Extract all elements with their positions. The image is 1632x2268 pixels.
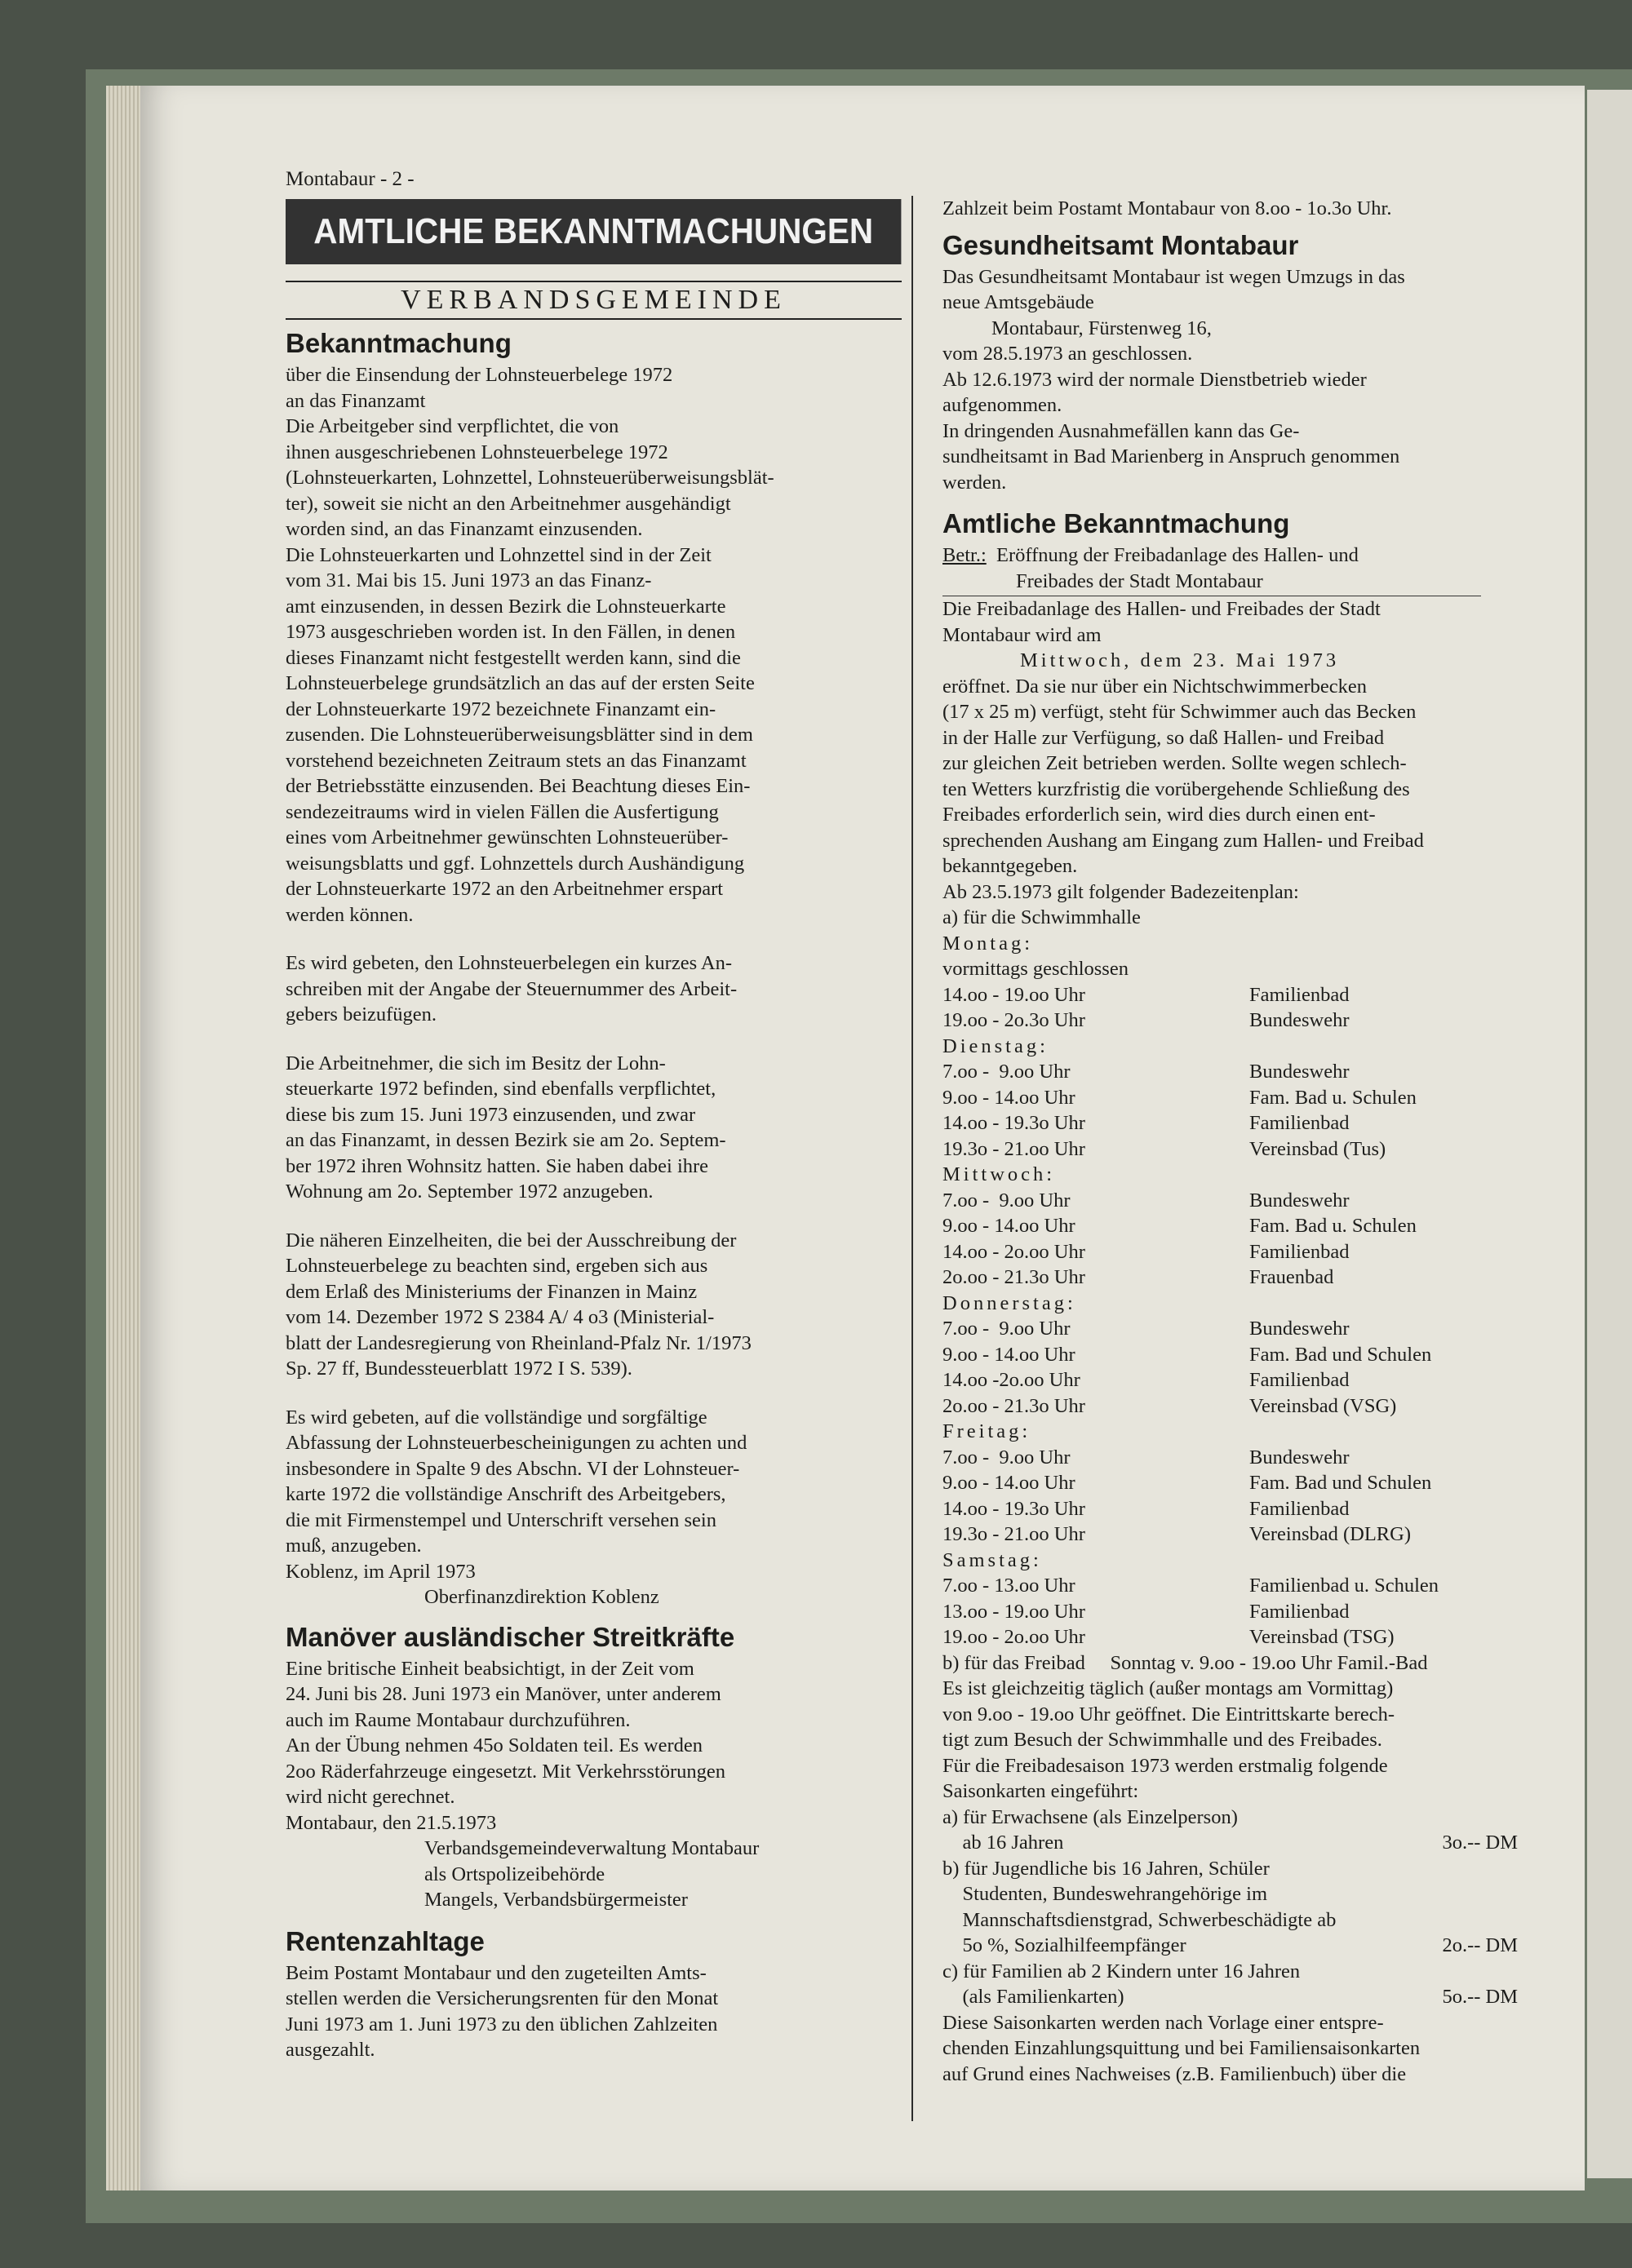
text-line: von 9.oo - 19.oo Uhr geöffnet. Die Eintrittskarte berech- — [942, 1703, 1395, 1725]
ticket-price — [1426, 1907, 1519, 1934]
text-line: eröffnet. Da sie nur über ein Nichtschwimmerbecken — [942, 675, 1367, 698]
table-row — [942, 1367, 1439, 1393]
table-row — [942, 956, 1439, 982]
table-row — [942, 1599, 1439, 1625]
notice-body — [286, 362, 902, 1610]
table-row — [942, 1213, 1439, 1239]
text-line: vom 28.5.1973 an geschlossen. — [942, 343, 1193, 365]
place-date: Montabaur, den 21.5.1973 — [286, 1811, 497, 1834]
text-line: zusenden. Die Lohnsteuerüberweisungsblätter sind in dem — [286, 724, 753, 746]
text-line: sundheitsamt in Bad Marienberg in Anspruch genommen — [942, 445, 1400, 467]
place-date: Koblenz, im April 1973 — [286, 1560, 476, 1583]
ticket-price: 5o.-- DM — [1442, 1986, 1518, 2008]
text-line: auch im Raume Montabaur durchzuführen. — [286, 1708, 631, 1731]
use-cell: Fam. Bad u. Schulen — [1249, 1215, 1417, 1237]
season-ticket-table — [942, 1805, 1518, 2010]
betreff-text: Eröffnung der Freibadanlage des Hallen- und — [996, 544, 1359, 566]
text-line: diese bis zum 15. Juni 1973 einzusenden, und zwar — [286, 1103, 696, 1126]
text-line: Montabaur, Fürstenweg 16, — [991, 317, 1212, 339]
time-cell: 2o.oo - 21.3o Uhr — [942, 1394, 1085, 1417]
time-cell: 7.oo - 9.oo Uhr — [942, 1318, 1071, 1340]
text-line: an das Finanzamt, in dessen Bezirk sie am 2o. Septem- — [286, 1129, 726, 1151]
betreff-line — [942, 543, 1550, 569]
text-line: 2oo Räderfahrzeuge eingesetzt. Mit Verkehrsstörungen — [286, 1760, 726, 1783]
ticket-price — [1426, 1959, 1519, 1985]
notice-title-manoever: Manöver ausländischer Streitkräfte — [286, 1621, 735, 1652]
text-line: Die näheren Einzelheiten, die bei der Ausschreibung der — [286, 1229, 737, 1251]
use-cell: Bundeswehr — [1249, 1061, 1350, 1083]
text-line: weisungsblatts und ggf. Lohnzettels durch Aushändigung — [286, 852, 745, 875]
section-title: VERBANDSGEMEINDE — [401, 285, 787, 315]
notice-body — [286, 1656, 902, 1913]
ticket-price — [1426, 1881, 1519, 1907]
table-row — [942, 1984, 1518, 2010]
text-line: In dringenden Ausnahmefällen kann das Ge- — [942, 419, 1300, 442]
ticket-label: Mannschaftsdienstgrad, Schwerbeschädigte ab — [942, 1908, 1337, 1931]
table-row — [942, 1239, 1439, 1265]
text-line: dem Erlaß des Ministeriums der Finanzen in Mainz — [286, 1280, 698, 1303]
time-cell: 13.oo - 19.oo Uhr — [942, 1600, 1085, 1623]
text-line: Ab 12.6.1973 wird der normale Dienstbetrieb wieder — [942, 368, 1367, 391]
table-row — [942, 1624, 1439, 1650]
table-row — [942, 1110, 1439, 1136]
table-row — [942, 1805, 1518, 1831]
text-line: steuerkarte 1972 befinden, sind ebenfalls verpflichtet, — [286, 1078, 716, 1100]
text-line: Die Arbeitnehmer, die sich im Besitz der Lohn- — [286, 1052, 666, 1074]
text-line: neue Amtsgebäude — [942, 291, 1094, 313]
use-cell: Vereinsbad (VSG) — [1249, 1394, 1397, 1417]
text-line: An der Übung nehmen 45o Soldaten teil. Es werden — [286, 1734, 703, 1756]
plan-b-sunday: Sonntag v. 9.oo - 19.oo Uhr Famil.-Bad — [1110, 1651, 1428, 1674]
text-line: der Lohnsteuerkarte 1972 bezeichnete Finanzamt ein- — [286, 698, 716, 720]
text-line: amt einzusenden, in dessen Bezirk die Lohnsteuerkarte — [286, 595, 726, 618]
ticket-label: b) für Jugendliche bis 16 Jahren, Schüler — [942, 1857, 1270, 1880]
day-label: Freitag: — [942, 1420, 1031, 1442]
section-rule-bottom — [286, 318, 902, 320]
text-line: Für die Freibadesaison 1973 werden erstmalig folgende — [942, 1754, 1388, 1777]
text-line: zur gleichen Zeit betrieben werden. Sollte wegen schlech- — [942, 752, 1407, 774]
use-cell: Familienbad — [1249, 983, 1350, 1006]
table-row — [942, 1856, 1518, 1882]
text-line: werden. — [942, 471, 1007, 494]
text-line: vom 14. Dezember 1972 S 2384 A/ 4 o3 (Ministerial- — [286, 1306, 715, 1328]
text-line: Die Arbeitgeber sind verpflichtet, die von — [286, 415, 619, 437]
table-row — [942, 1496, 1439, 1522]
use-cell: Bundeswehr — [1249, 1009, 1350, 1031]
table-row — [942, 1907, 1518, 1934]
table-row — [942, 982, 1439, 1008]
ticket-label: (als Familienkarten) — [942, 1986, 1124, 2008]
right-column — [942, 196, 1550, 2087]
text-line: insbesondere in Spalte 9 des Abschn. VI der Lohnsteuer- — [286, 1457, 740, 1480]
time-cell: 9.oo - 14.oo Uhr — [942, 1086, 1075, 1109]
text-line: Eine britische Einheit beabsichtigt, in der Zeit vom — [286, 1657, 694, 1680]
text-line: Die Freibadanlage des Hallen- und Freibades der Stadt — [942, 598, 1381, 620]
ticket-price: 3o.-- DM — [1442, 1832, 1518, 1854]
text-line: an das Finanzamt — [286, 389, 426, 412]
notice-title-bekanntmachung: Bekanntmachung — [286, 328, 512, 358]
text-line: (17 x 25 m) verfügt, steht für Schwimmer auch das Becken — [942, 701, 1417, 723]
text-line: Abfassung der Lohnsteuerbescheinigungen zu achten und — [286, 1432, 747, 1454]
table-row — [942, 1085, 1439, 1111]
time-cell: vormittags geschlossen — [942, 958, 1129, 980]
use-cell: Fam. Bad und Schulen — [1249, 1472, 1432, 1494]
text-line: chenden Einzahlungsquittung und bei Familiensaisonkarten — [942, 2037, 1421, 2059]
time-cell: 19.oo - 2o.oo Uhr — [942, 1626, 1085, 1648]
column-divider — [911, 196, 913, 2121]
table-row — [942, 1188, 1439, 1214]
table-row — [942, 1265, 1439, 1291]
signature: Mangels, Verbandsbürgermeister — [424, 1889, 688, 1911]
schedule-table — [942, 931, 1439, 1650]
time-cell: 9.oo - 14.oo Uhr — [942, 1215, 1075, 1237]
text-line: (Lohnsteuerkarten, Lohnzettel, Lohnsteuerüberweisungsblät- — [286, 467, 774, 489]
banner-title: AMTLICHE BEKANNTMACHUNGEN — [286, 199, 901, 264]
time-cell: 14.oo -2o.oo Uhr — [942, 1369, 1080, 1391]
opening-date: Mittwoch, dem 23. Mai 1973 — [1020, 649, 1340, 671]
time-cell: 19.3o - 21.oo Uhr — [942, 1137, 1085, 1160]
signature: Verbandsgemeindeverwaltung Montabaur — [424, 1837, 760, 1859]
time-cell: 14.oo - 19.3o Uhr — [942, 1497, 1085, 1520]
time-cell: 14.oo - 19.3o Uhr — [942, 1112, 1085, 1134]
text-line: Es ist gleichzeitig täglich (außer montags am Vormittag) — [942, 1677, 1394, 1699]
use-cell: Familienbad u. Schulen — [1249, 1575, 1439, 1597]
text-line: sprechenden Aushang am Eingang zum Hallen- und Freibad — [942, 829, 1424, 852]
text-line: wird nicht gerechnet. — [286, 1786, 455, 1808]
notice-body — [942, 264, 1550, 496]
betreff-text: Freibades der Stadt Montabaur — [1016, 569, 1263, 592]
text-line: Es wird gebeten, auf die vollständige und sorgfältige — [286, 1406, 707, 1429]
day-label: Donnerstag: — [942, 1291, 1076, 1314]
day-label: Samstag: — [942, 1548, 1042, 1571]
plan-intro: Ab 23.5.1973 gilt folgender Badezeitenplan: — [942, 880, 1299, 903]
table-row — [942, 1522, 1439, 1548]
text-line: Das Gesundheitsamt Montabaur ist wegen Umzugs in das — [942, 265, 1405, 288]
time-cell: 2o.oo - 21.3o Uhr — [942, 1266, 1085, 1288]
ticket-label: c) für Familien ab 2 Kindern unter 16 Jahren — [942, 1960, 1301, 1982]
page-header: Montabaur - 2 - — [286, 168, 415, 190]
text-line: eines vom Arbeitnehmer gewünschten Lohnsteuerüber- — [286, 826, 729, 848]
text-line: Freibades erforderlich sein, wird dies durch einen ent- — [942, 804, 1376, 826]
use-cell: Vereinsbad (DLRG) — [1249, 1523, 1411, 1545]
text-line: bekanntgegeben. — [942, 855, 1078, 877]
day-label: Mittwoch: — [942, 1163, 1056, 1185]
table-row — [942, 1881, 1518, 1907]
text-line: schreiben mit der Angabe der Steuernummer des Arbeit- — [286, 977, 738, 1000]
table-row — [942, 1342, 1439, 1368]
text-line: Saisonkarten eingeführt: — [942, 1780, 1139, 1802]
text-line: Diese Saisonkarten werden nach Vorlage einer entspre- — [942, 2011, 1384, 2034]
table-row — [942, 1933, 1518, 1959]
text-line: vom 31. Mai bis 15. Juni 1973 an das Finanz- — [286, 569, 652, 591]
time-cell: 7.oo - 9.oo Uhr — [942, 1446, 1071, 1468]
text-line: Lohnsteuerbelege grundsätzlich an das auf der ersten Seite — [286, 672, 755, 694]
text-line: ter), soweit sie nicht an den Arbeitnehmer ausgehändigt — [286, 492, 731, 515]
use-cell: Vereinsbad (Tus) — [1249, 1137, 1386, 1160]
text-line: auf Grund eines Nachweises (z.B. Familienbuch) über die — [942, 2062, 1407, 2085]
text-line: Juni 1973 am 1. Juni 1973 zu den üblichen Zahlzeiten — [286, 2013, 718, 2035]
time-cell: 7.oo - 13.oo Uhr — [942, 1575, 1075, 1597]
text-line: Zahlzeit beim Postamt Montabaur von 8.oo - 1o.3o Uhr. — [942, 197, 1392, 219]
use-cell: Bundeswehr — [1249, 1318, 1350, 1340]
text-line: worden sind, an das Finanzamt einzusenden. — [286, 518, 643, 540]
text-line: blatt der Landesregierung von Rheinland-Pfalz Nr. 1/1973 — [286, 1331, 752, 1354]
text-line: Sp. 27 ff, Bundessteuerblatt 1972 I S. 539). — [286, 1358, 632, 1380]
text-line: 24. Juni bis 28. Juni 1973 ein Manöver, unter anderem — [286, 1683, 721, 1705]
ticket-price: 2o.-- DM — [1442, 1934, 1518, 1956]
time-cell: 14.oo - 19.oo Uhr — [942, 983, 1085, 1006]
betreff-label: Betr.: — [942, 544, 987, 566]
signature: als Ortspolizeibehörde — [424, 1863, 605, 1885]
signature: Oberfinanzdirektion Koblenz — [424, 1586, 659, 1608]
page-edges — [106, 86, 143, 2190]
plan-b-line — [942, 1650, 1550, 1677]
text-line: werden können. — [286, 903, 414, 926]
text-line: 1973 ausgeschrieben worden ist. In den Fällen, in denen — [286, 621, 736, 643]
table-row — [942, 1136, 1439, 1163]
ticket-price — [1426, 1805, 1519, 1831]
use-cell: Fam. Bad u. Schulen — [1249, 1086, 1417, 1109]
notice-title-freibad: Amtliche Bekanntmachung — [942, 508, 1290, 538]
table-row — [942, 1393, 1439, 1420]
text-line: in der Halle zur Verfügung, so daß Hallen- und Freibad — [942, 726, 1385, 749]
time-cell: 9.oo - 14.oo Uhr — [942, 1472, 1075, 1494]
ticket-label: a) für Erwachsene (als Einzelperson) — [942, 1805, 1238, 1828]
text-line: Beim Postamt Montabaur und den zugeteilten Amts- — [286, 1961, 707, 1984]
text-line: Wohnung am 2o. September 1972 anzugeben. — [286, 1181, 654, 1203]
time-cell: 7.oo - 9.oo Uhr — [942, 1061, 1071, 1083]
table-row — [942, 1445, 1439, 1471]
plan-a-label: a) für die Schwimmhalle — [942, 906, 1141, 928]
use-cell: Familienbad — [1249, 1369, 1350, 1391]
text-line: über die Einsendung der Lohnsteuerbelege 1972 — [286, 364, 673, 386]
time-cell: 14.oo - 2o.oo Uhr — [942, 1240, 1085, 1263]
use-cell: Familienbad — [1249, 1240, 1350, 1263]
text-line: stellen werden die Versicherungsrenten für den Monat — [286, 1987, 719, 2009]
time-cell: 19.oo - 2o.3o Uhr — [942, 1009, 1085, 1031]
ticket-label: ab 16 Jahren — [942, 1832, 1064, 1854]
text-line: Es wird gebeten, den Lohnsteuerbelegen ein kurzes An- — [286, 952, 732, 974]
text-line: Lohnsteuerbelege zu beachten sind, ergeben sich aus — [286, 1255, 708, 1277]
notice-body — [942, 543, 1550, 2087]
text-line: sendezeitraums wird in vielen Fällen die Ausfertigung — [286, 800, 719, 823]
notice-body — [286, 1960, 902, 2063]
time-cell: 7.oo - 9.oo Uhr — [942, 1189, 1071, 1212]
notice-title-gesundheitsamt: Gesundheitsamt Montabaur — [942, 229, 1299, 260]
table-row — [942, 1059, 1439, 1085]
text-line: muß, anzugeben. — [286, 1535, 422, 1557]
use-cell: Bundeswehr — [1249, 1446, 1350, 1468]
text-line: ihnen ausgeschriebenen Lohnsteuerbelege 1972 — [286, 441, 668, 463]
text-line: die mit Firmenstempel und Unterschrift versehen sein — [286, 1508, 716, 1531]
use-cell — [1249, 956, 1439, 982]
ticket-label: Studenten, Bundeswehrangehörige im — [942, 1883, 1268, 1905]
text-line: aufgenommen. — [942, 394, 1062, 416]
next-page-edge — [1587, 90, 1632, 2178]
text-line: der Betriebsstätte einzusenden. Bei Beachtung dieses Ein- — [286, 775, 751, 797]
notice-title-rentenzahltage: Rentenzahltage — [286, 1925, 485, 1956]
plan-b-label: b) für das Freibad — [942, 1651, 1085, 1674]
day-label: Montag: — [942, 932, 1034, 955]
use-cell: Bundeswehr — [1249, 1189, 1350, 1212]
use-cell: Fam. Bad und Schulen — [1249, 1343, 1432, 1366]
text-line: der Lohnsteuerkarte 1972 an den Arbeitnehmer erspart — [286, 878, 724, 900]
use-cell: Familienbad — [1249, 1600, 1350, 1623]
use-cell: Familienbad — [1249, 1497, 1350, 1520]
text-line: ber 1972 ihren Wohnsitz hatten. Sie haben dabei ihre — [286, 1154, 709, 1177]
ticket-label: 5o %, Sozialhilfeempfänger — [942, 1934, 1186, 1956]
use-cell: Vereinsbad (TSG) — [1249, 1626, 1395, 1648]
table-row — [942, 1470, 1439, 1496]
left-column — [286, 163, 902, 2063]
text-line: gebers beizufügen. — [286, 1003, 437, 1025]
time-cell: 9.oo - 14.oo Uhr — [942, 1343, 1075, 1366]
text-line: karte 1972 die vollständige Anschrift des Arbeitgebers, — [286, 1483, 726, 1505]
use-cell: Frauenbad — [1249, 1266, 1334, 1288]
time-cell: 19.3o - 21.oo Uhr — [942, 1523, 1085, 1545]
text-line: Montabaur wird am — [942, 623, 1102, 646]
text-line: ten Wetters kurzfristig die vorübergehende Schließung des — [942, 777, 1410, 800]
text-line: tigt zum Besuch der Schwimmhalle und des Freibades. — [942, 1729, 1382, 1751]
table-row — [942, 1008, 1439, 1034]
text-line: dieses Finanzamt nicht festgestellt werden kann, sind die — [286, 646, 741, 669]
table-row — [942, 1573, 1439, 1599]
table-row — [942, 1316, 1439, 1342]
day-label: Dienstag: — [942, 1034, 1049, 1057]
text-line: vorstehend bezeichneten Zeitraum stets an das Finanzamt — [286, 749, 747, 772]
table-row — [942, 1959, 1518, 1985]
use-cell: Familienbad — [1249, 1112, 1350, 1134]
ticket-price — [1426, 1856, 1519, 1882]
table-row — [942, 1830, 1518, 1856]
text-line: Die Lohnsteuerkarten und Lohnzettel sind in der Zeit — [286, 543, 712, 566]
text-line: ausgezahlt. — [286, 2039, 375, 2061]
